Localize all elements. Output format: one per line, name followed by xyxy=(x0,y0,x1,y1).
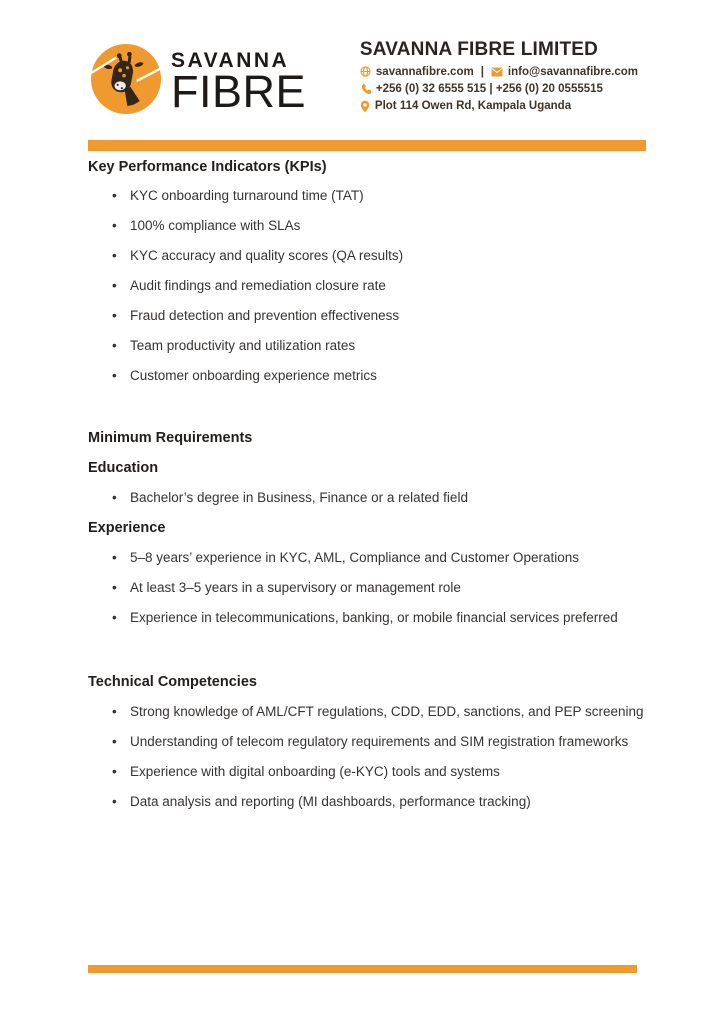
letterhead xyxy=(90,40,638,115)
experience-bullet-list xyxy=(88,548,668,628)
section-heading-kpis: Key Performance Indicators (KPIs) xyxy=(88,159,327,175)
contact-line-phones xyxy=(360,83,638,95)
contact-line-web-email xyxy=(360,66,638,78)
subsection-heading-education: Education xyxy=(88,460,159,476)
bullet-item: • At least 3–5 years in a supervisory or management role xyxy=(88,578,668,598)
bullet-item: • Customer onboarding experience metrics xyxy=(88,366,668,386)
education-bullet-list xyxy=(88,488,668,508)
location-pin-icon xyxy=(360,100,370,113)
bullet-item: • KYC onboarding turnaround time (TAT) xyxy=(88,186,668,206)
company-contact-block xyxy=(360,40,638,113)
company-address: Plot 114 Owen Rd, Kampala Uganda xyxy=(374,100,572,113)
company-logo xyxy=(90,40,306,115)
bullet-item: • Experience in telecommunications, banking, or mobile financial services preferred xyxy=(88,608,668,628)
bullet-item: • KYC accuracy and quality scores (QA results) xyxy=(88,246,668,266)
envelope-icon xyxy=(491,67,503,77)
contact-separator: | xyxy=(480,65,484,78)
bullet-item: • Fraud detection and prevention effectiveness xyxy=(88,306,668,326)
logo-wordmark-top: SAVANNA xyxy=(171,49,290,72)
document-body xyxy=(88,151,668,812)
bullet-item: • Bachelor’s degree in Business, Finance or a related field xyxy=(88,488,668,508)
header-divider-bar xyxy=(88,140,646,151)
company-website: savannafibre.com xyxy=(375,65,474,78)
phone-icon xyxy=(360,83,371,94)
footer-divider-bar xyxy=(88,965,637,973)
bullet-item: • 5–8 years’ experience in KYC, AML, Compliance and Customer Operations xyxy=(88,548,668,568)
bullet-item: • Team productivity and utilization rates xyxy=(88,336,668,356)
bullet-item: • Audit findings and remediation closure rate xyxy=(88,276,668,296)
bullet-item: • Understanding of telecom regulatory requirements and SIM registration frameworks xyxy=(88,732,668,752)
company-name: SAVANNA FIBRE LIMITED xyxy=(359,39,599,60)
section-heading-minimum-requirements: Minimum Requirements xyxy=(88,430,253,446)
giraffe-logo-icon xyxy=(90,43,162,115)
company-phones: +256 (0) 32 6555 515 | +256 (0) 20 0555515 xyxy=(375,82,603,95)
bullet-item: • Data analysis and reporting (MI dashboards, performance tracking) xyxy=(88,792,668,812)
section-heading-technical-competencies: Technical Competencies xyxy=(88,674,257,690)
bullet-item: • 100% compliance with SLAs xyxy=(88,216,668,236)
bullet-item: • Experience with digital onboarding (e-KYC) tools and systems xyxy=(88,762,668,782)
company-email: info@savannafibre.com xyxy=(507,65,638,78)
technical-bullet-list xyxy=(88,702,668,812)
kpi-bullet-list xyxy=(88,186,668,386)
logo-wordmark-bottom: FIBRE xyxy=(171,66,307,117)
globe-icon xyxy=(360,66,371,77)
subsection-heading-experience: Experience xyxy=(88,520,166,536)
bullet-item: • Strong knowledge of AML/CFT regulations, CDD, EDD, sanctions, and PEP screening xyxy=(88,702,668,722)
logo-wordmark xyxy=(171,40,307,117)
contact-line-address xyxy=(360,100,638,113)
